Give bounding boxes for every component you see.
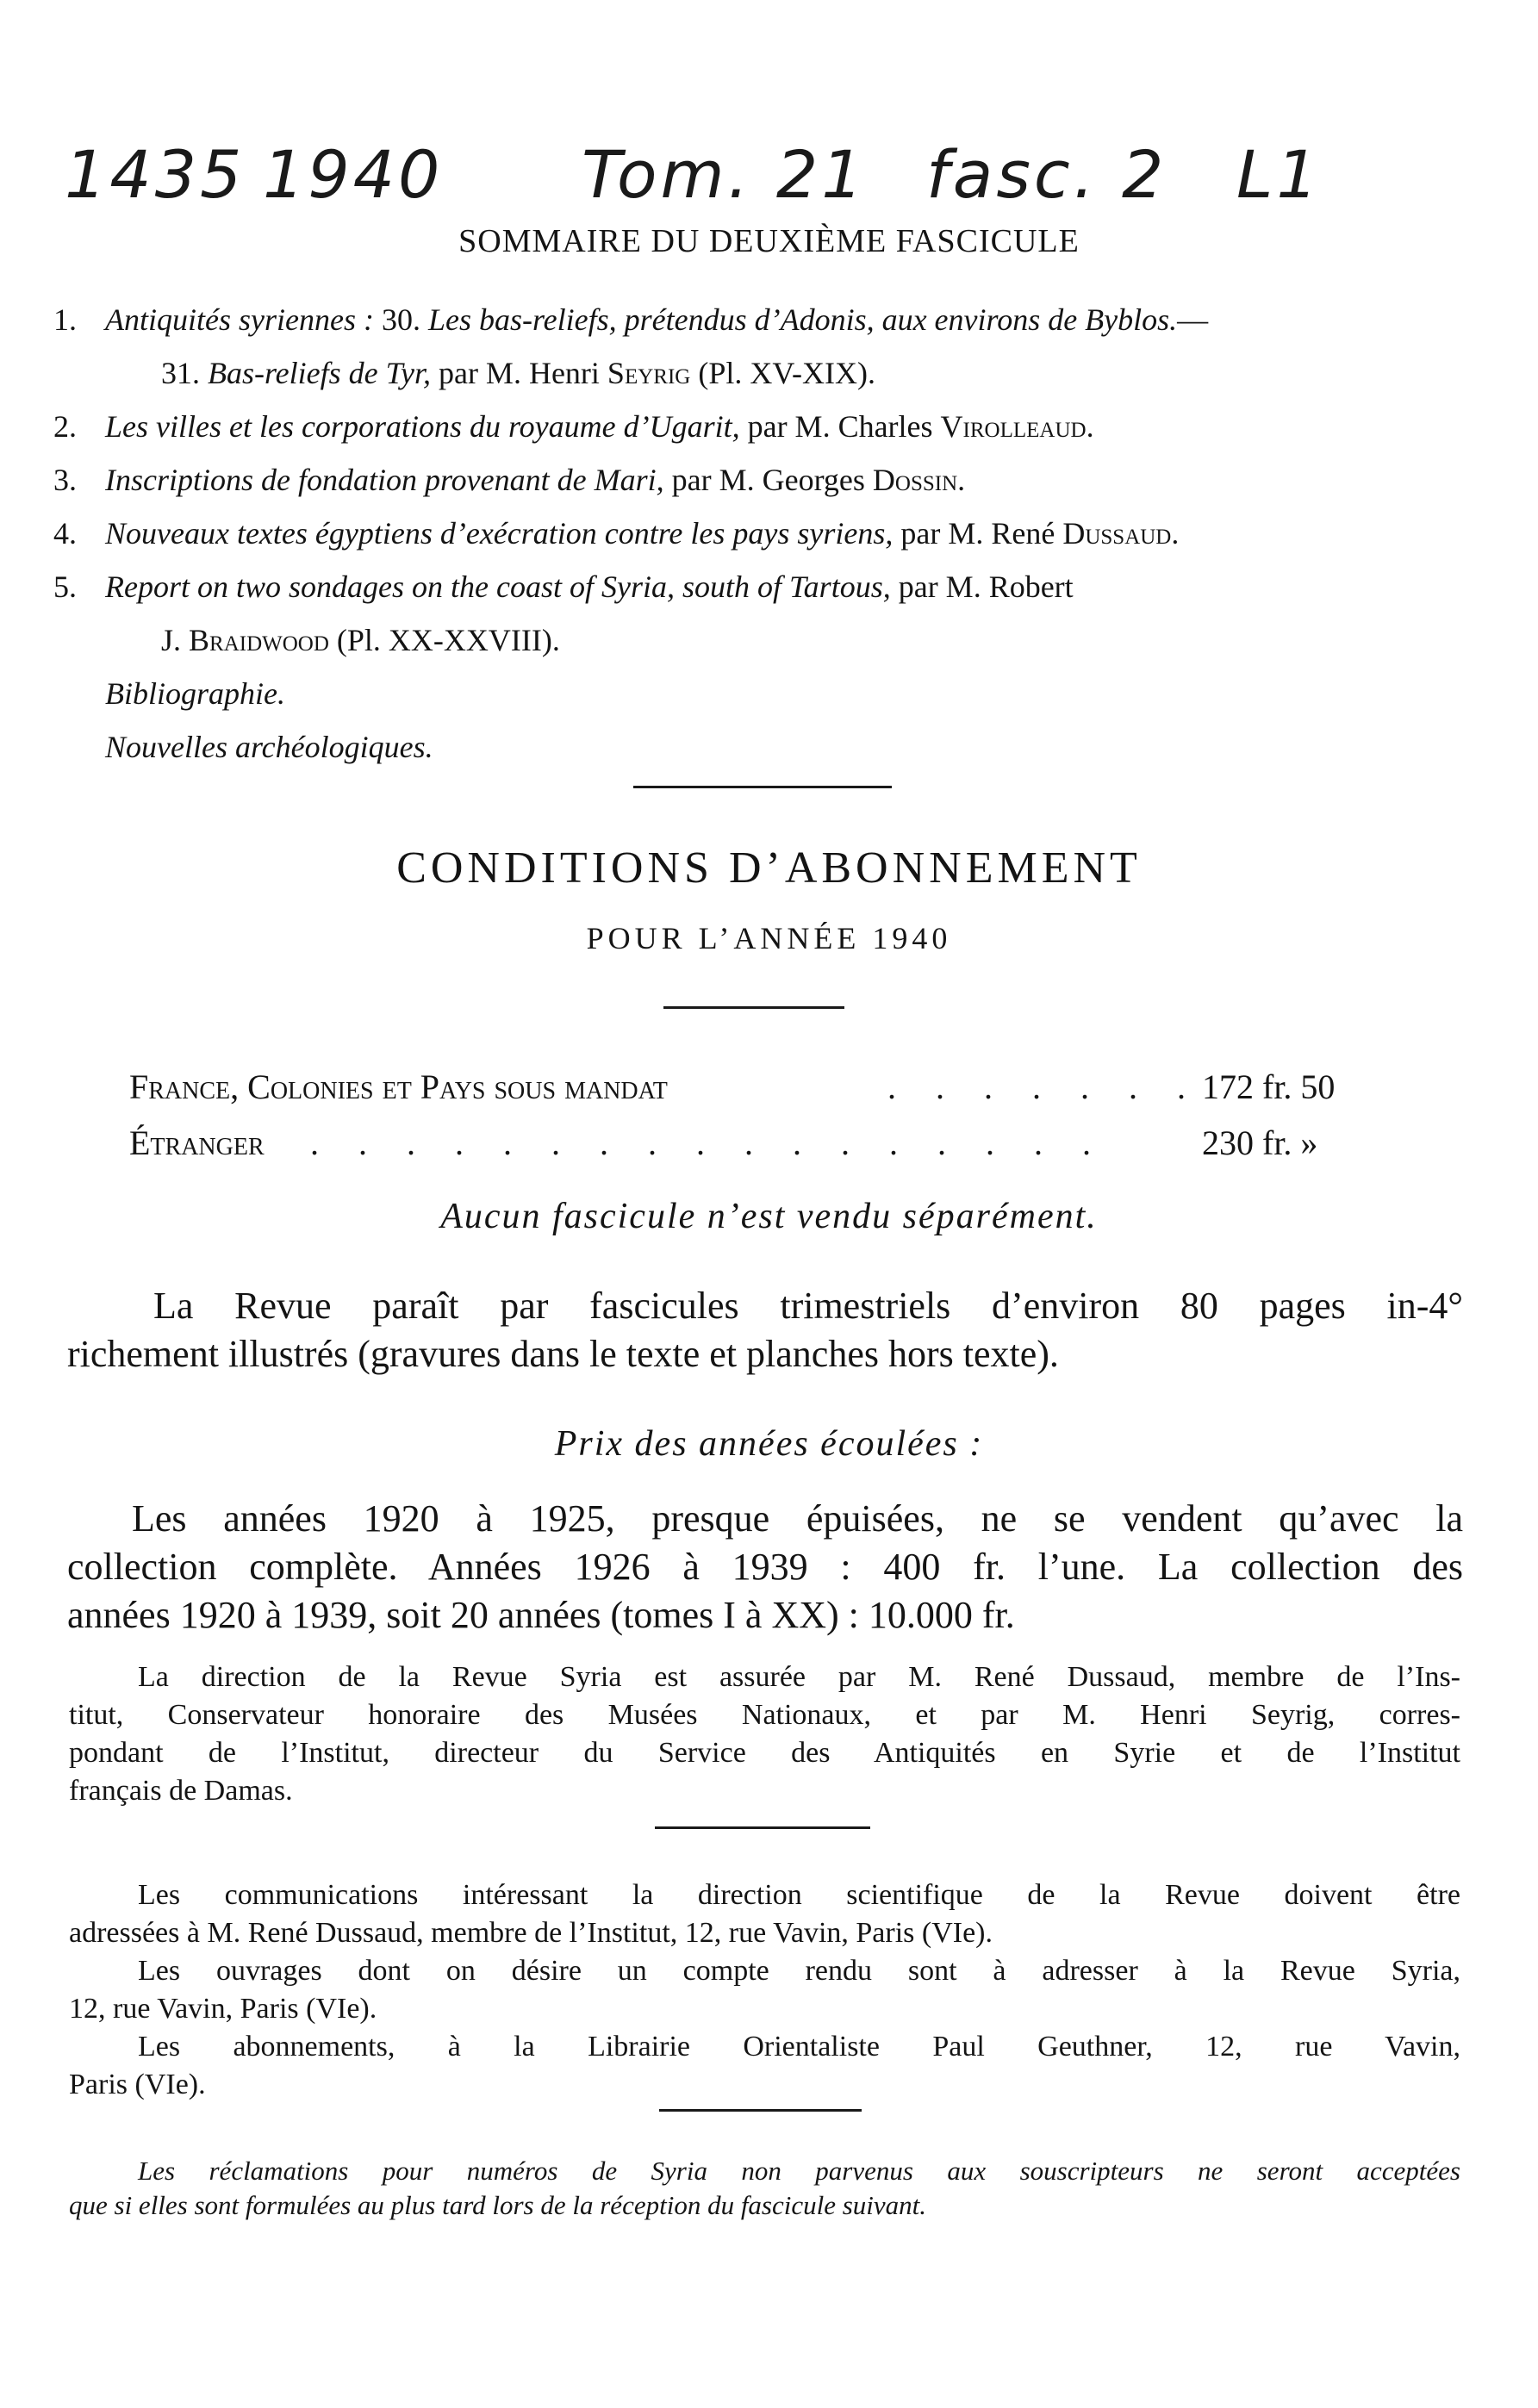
toc-number: 2. xyxy=(53,409,77,444)
direction-paragraph xyxy=(69,1658,1460,1810)
divider xyxy=(663,1006,844,1009)
text-line: pondant de l’Institut, directeur du Service des Antiquités en Syrie et de l’Institut xyxy=(69,1737,1460,1769)
handwritten-part: fasc. 2 xyxy=(926,136,1168,213)
price-label: Étranger xyxy=(129,1123,265,1162)
text-line: Les réclamations pour numéros de Syria non parvenus aux souscripteurs ne seront acceptées xyxy=(138,2156,1460,2186)
handwritten-part: L1 xyxy=(1236,136,1322,213)
toc-item-continued xyxy=(53,613,1466,667)
text-line: Les années 1920 à 1925, presque épuisées, ne se vendent qu’avec la xyxy=(132,1497,1463,1540)
toc-item xyxy=(53,400,1466,453)
price-row-etranger xyxy=(129,1123,1396,1174)
conditions-note: Aucun fascicule n’est vendu séparément. xyxy=(440,1197,1098,1236)
text-line: que si elles sont formulées au plus tard lors de la réception du fascicule suivant. xyxy=(69,2190,927,2220)
text-line: La direction de la Revue Syria est assurée par M. René Dussaud, membre de l’Ins- xyxy=(138,1661,1460,1693)
toc-number: 5. xyxy=(53,569,77,604)
toc-item xyxy=(53,293,1466,346)
toc-number: 3. xyxy=(53,463,77,497)
text-line: titut, Conservateur honoraire des Musées Nationaux, et par M. Henri Seyrig, corres- xyxy=(69,1699,1460,1731)
toc-text: Report on two sondages on the coast of Syria, south of Tartous, par M. Robert xyxy=(105,569,1074,604)
divider xyxy=(655,1826,870,1829)
reclamations-note xyxy=(69,2154,1460,2223)
text-line: Les abonnements, à la Librairie Orientaliste Paul Geuthner, 12, rue Vavin, xyxy=(138,2031,1460,2063)
price-leader: . . . . . . . xyxy=(887,1067,1201,1106)
price-row-france xyxy=(129,1067,1396,1118)
price-leader: . . . . . . . . . . . . . . . . . xyxy=(310,1123,1106,1162)
prix-paragraph xyxy=(67,1495,1463,1640)
price-amount: 172 fr. 50 xyxy=(1202,1067,1336,1106)
toc-extra xyxy=(53,667,1466,720)
toc-extra xyxy=(53,720,1466,774)
handwritten-part: 1940 xyxy=(263,136,444,213)
text-line: richement illustrés (gravures dans le texte et planches hors texte). xyxy=(67,1333,1059,1375)
communications-paragraph xyxy=(69,1876,1460,2104)
conditions-subtitle: POUR L’ANNÉE 1940 xyxy=(586,921,952,955)
toc-text: 31. Bas-reliefs de Tyr, par M. Henri Seyrig (Pl. XV-XIX). xyxy=(161,356,875,390)
conditions-title: CONDITIONS D’ABONNEMENT xyxy=(396,843,1142,893)
toc-number: 1. xyxy=(53,302,77,337)
divider xyxy=(659,2109,862,2112)
handwritten-part: 1435 xyxy=(65,136,246,213)
text-line: français de Damas. xyxy=(69,1775,293,1807)
handwritten-note xyxy=(65,136,1374,231)
revue-paragraph xyxy=(67,1282,1463,1378)
toc-item xyxy=(53,560,1466,613)
toc-text: Antiquités syriennes : 30. Les bas-reliefs, prétendus d’Adonis, aux environs de Byblos.— xyxy=(105,302,1209,337)
toc-item xyxy=(53,507,1466,560)
toc-text: J. Braidwood (Pl. XX-XXVIII). xyxy=(161,623,560,657)
toc-text: Les villes et les corporations du royaume d’Ugarit, par M. Charles Virolleaud. xyxy=(105,409,1094,444)
text-line: Les communications intéressant la direction scientifique de la Revue doivent être xyxy=(138,1879,1460,1911)
table-of-contents xyxy=(53,293,1466,774)
nouvelles-label: Nouvelles archéologiques. xyxy=(105,730,433,764)
price-amount: 230 fr. » xyxy=(1202,1123,1318,1162)
toc-text: Inscriptions de fondation provenant de Mari, par M. Georges Dossin. xyxy=(105,463,966,497)
text-line: collection complète. Années 1926 à 1939 : 400 fr. l’une. La collection des xyxy=(67,1546,1463,1588)
toc-text: Nouveaux textes égyptiens d’exécration contre les pays syriens, par M. René Dussaud. xyxy=(105,516,1180,551)
toc-number: 4. xyxy=(53,516,77,551)
text-line: adressées à M. René Dussaud, membre de l’Institut, 12, rue Vavin, Paris (VIe). xyxy=(69,1917,993,1949)
toc-item xyxy=(53,453,1466,507)
text-line: La Revue paraît par fascicules trimestriels d’environ 80 pages in-4° xyxy=(153,1285,1463,1327)
divider xyxy=(633,786,892,788)
text-line: Les ouvrages dont on désire un compte rendu sont à adresser à la Revue Syria, xyxy=(138,1955,1460,1987)
toc-item-continued xyxy=(53,346,1466,400)
prix-title: Prix des années écoulées : xyxy=(554,1424,984,1464)
bibliographie-label: Bibliographie. xyxy=(105,676,285,711)
text-line: Paris (VIe). xyxy=(69,2069,206,2100)
text-line: années 1920 à 1939, soit 20 années (tomes I à XX) : 10.000 fr. xyxy=(67,1594,1015,1636)
text-line: 12, rue Vavin, Paris (VIe). xyxy=(69,1993,377,2025)
sommaire-title: SOMMAIRE DU DEUXIÈME FASCICULE xyxy=(458,223,1080,259)
price-label: France, Colonies et Pays sous mandat xyxy=(129,1067,668,1106)
handwritten-part: Tom. 21 xyxy=(582,136,867,213)
